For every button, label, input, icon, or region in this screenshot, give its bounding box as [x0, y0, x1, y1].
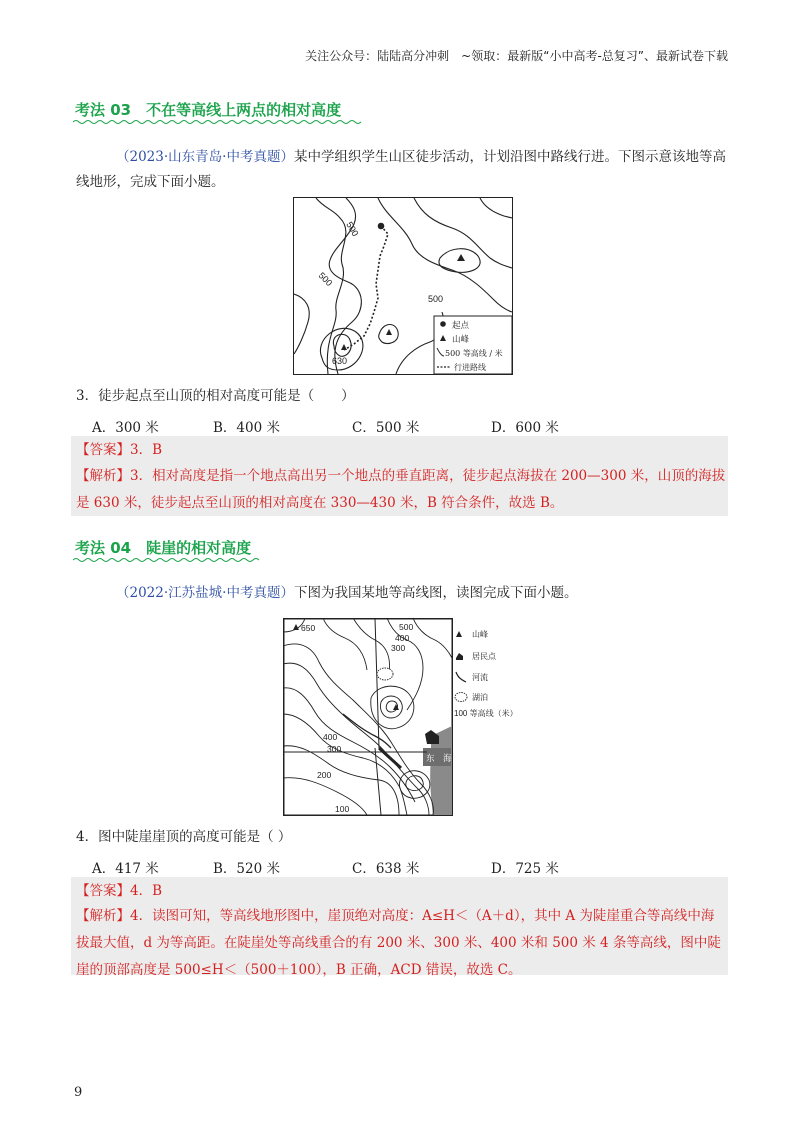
legend-label: 山峰 [472, 630, 488, 639]
river-icon [456, 672, 466, 682]
legend-label: 山峰 [452, 335, 470, 345]
question-4: 4．图中陡崖崖顶的高度可能是（ ） [76, 829, 292, 845]
contour-label: 100 [335, 804, 350, 814]
option-d[interactable]: D．725 米 [491, 861, 559, 877]
peak-icon [456, 631, 462, 637]
source-tag: （2022·江苏盐城·中考真题） [116, 585, 294, 601]
intro-text: 某中学组织学生山区徒步活动，计划沿图中路线行进。下图示意该地等高线地形，完成下面小题。 [76, 149, 726, 190]
option-b[interactable]: B．520 米 [213, 861, 280, 877]
legend-label: 河流 [472, 673, 488, 682]
contour-map-1 [293, 197, 513, 375]
intro-text: 下图为我国某地等高线图，读图完成下面小题。 [293, 585, 578, 601]
contour-label: 400 [395, 633, 410, 643]
contour-label: 400 [323, 732, 338, 742]
sea-label: 东 海 [426, 754, 452, 764]
option-c[interactable]: C．500 米 [352, 420, 420, 436]
contour-label: 500 [428, 294, 444, 304]
question-intro-03 [76, 145, 726, 195]
option-d[interactable]: D．600 米 [491, 420, 559, 436]
option-a[interactable]: A．300 米 [92, 420, 159, 436]
question-3: 3．徒步起点至山顶的相对高度可能是（ ） [76, 388, 355, 404]
page-header: 关注公众号：陆陆高分冲刺 ~领取：最新版“小中高考-总复习”、最新试卷下载 [305, 49, 728, 63]
question-intro-04 [76, 581, 726, 606]
answer-3: 【答案】3．B [76, 442, 163, 458]
start-point-icon [440, 321, 446, 327]
option-a[interactable]: A．417 米 [92, 861, 159, 877]
legend-label: 行进路线 [454, 363, 486, 372]
contour-label: 630 [332, 356, 348, 366]
settlement-icon [456, 653, 463, 660]
legend-label: 起点 [452, 321, 470, 331]
legend-label: 500 等高线 / 米 [445, 349, 503, 358]
contour-map-2 [283, 618, 453, 816]
analysis-label: 【解析】 [76, 908, 130, 924]
analysis-4 [76, 903, 726, 984]
analysis-text: 3．相对高度是指一个地点高出另一个地点的垂直距离，徒步起点海拔在 200—300 米，山顶的海拔是 630 米，徒步起点至山顶的相对高度在 330—430 米，B 符合条件，故选 B。 [76, 468, 726, 511]
legend-label: 湖泊 [472, 693, 488, 702]
contour-label: 300 [327, 744, 342, 754]
map-2-legend [454, 622, 538, 718]
title-underline [73, 119, 363, 125]
option-c[interactable]: C．638 米 [352, 861, 420, 877]
contour-label: 500 [344, 220, 361, 239]
analysis-label: 【解析】 [76, 468, 130, 484]
source-tag: （2023·山东青岛·中考真题） [116, 149, 294, 165]
analysis-3 [76, 463, 726, 517]
section-title-04: 考法 04 陡崖的相对高度 [75, 539, 252, 557]
contour-label: 300 [391, 643, 406, 653]
legend-label: 100 等高线（米） [454, 709, 518, 718]
page-number: 9 [74, 1085, 83, 1100]
answer-4: 【答案】4．B [76, 883, 163, 899]
legend-label: 居民点 [472, 652, 496, 661]
contour-label: 500 [399, 622, 414, 632]
contour-label: 200 [317, 770, 332, 780]
option-b[interactable]: B．400 米 [213, 420, 280, 436]
contour-label: 650 [301, 623, 316, 633]
lake-icon [455, 693, 467, 702]
title-underline [73, 557, 263, 563]
contour-label: 500 [316, 270, 335, 289]
section-title-03: 考法 03 不在等高线上两点的相对高度 [75, 101, 342, 119]
analysis-text: 4．读图可知，等高线地形图中，崖顶绝对高度：A≤H＜（A＋d），其中 A 为陡崖重合等高线中海拔最大值，d 为等高距。在陡崖处等高线重合的有 200 米、300 米、400 米和 500 米 4 条等高线，图中陡崖的顶部高度是 500≤H＜（500＋100），B 正确，ACD 错误，故选 C。 [76, 908, 721, 978]
